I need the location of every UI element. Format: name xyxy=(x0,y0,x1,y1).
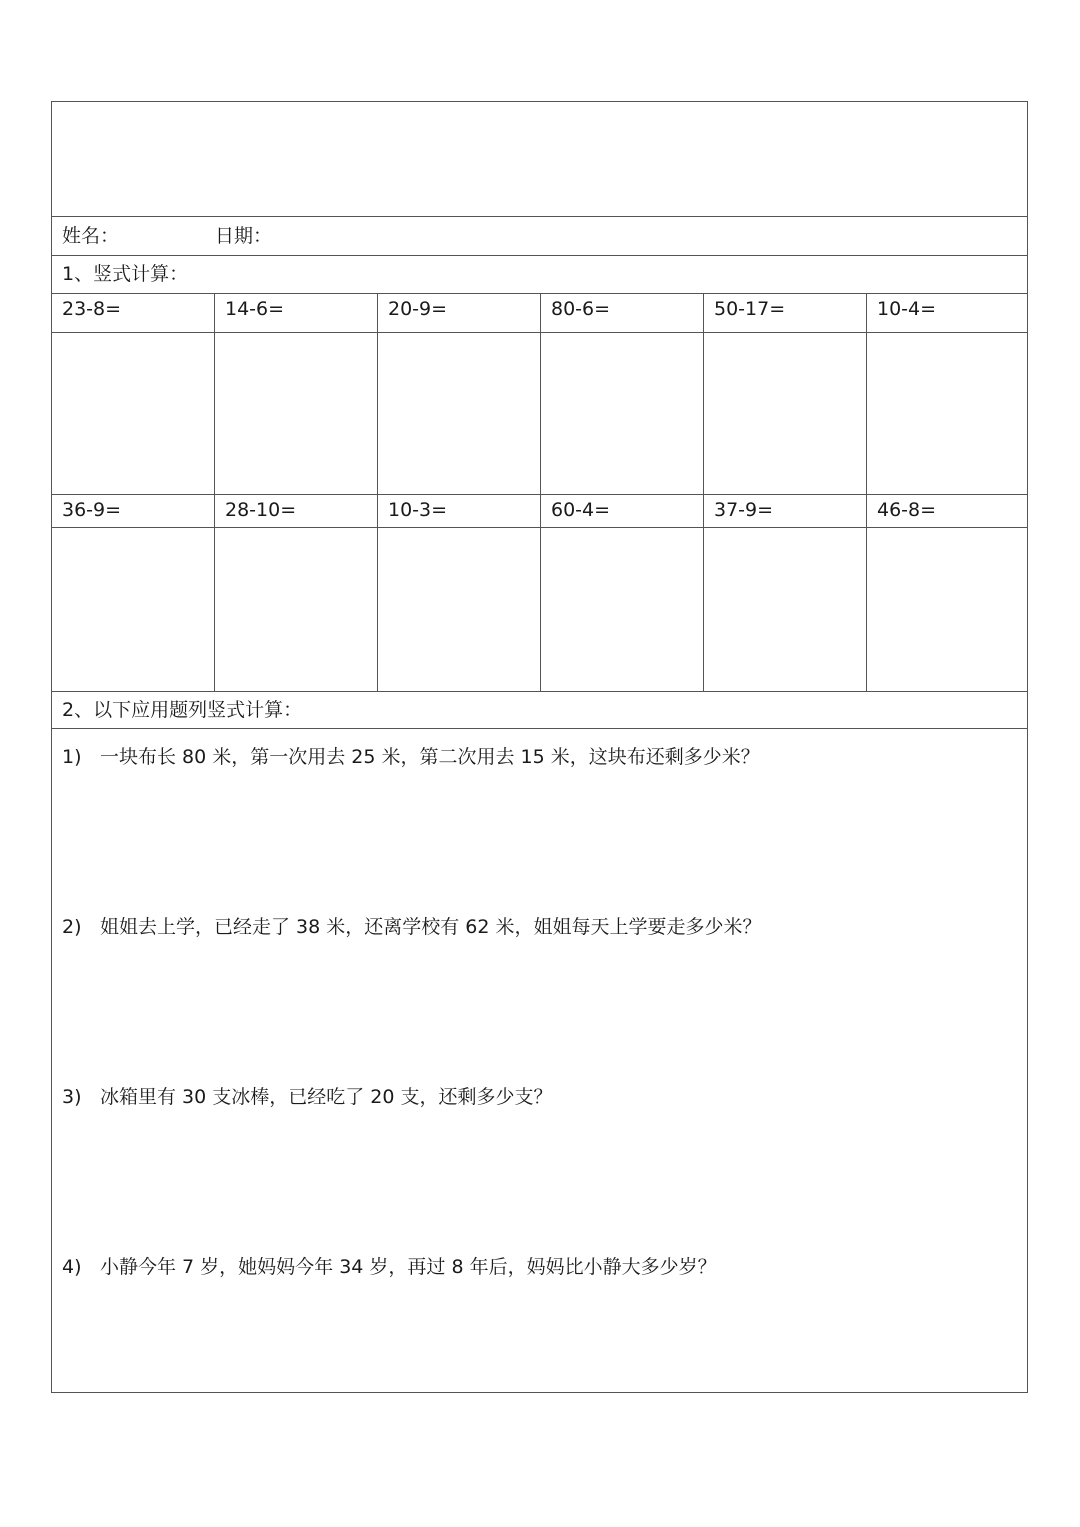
problem-label: 23-8= xyxy=(62,298,122,320)
section1-title: 1、竖式计算： xyxy=(62,263,189,285)
date-label: 日期： xyxy=(215,225,273,247)
problem-label: 14-6= xyxy=(225,298,285,320)
problem-label: 36-9= xyxy=(62,499,122,521)
problem-label: 37-9= xyxy=(714,499,774,521)
problem-label: 20-9= xyxy=(388,298,448,320)
divider xyxy=(703,293,704,691)
question-number: 3) xyxy=(62,1086,82,1108)
problem-label: 80-6= xyxy=(551,298,611,320)
divider xyxy=(214,293,215,691)
name-label: 姓名： xyxy=(62,225,120,247)
question-text: 姐姐去上学，已经走了 38 米，还离学校有 62 米，姐姐每天上学要走多少米？ xyxy=(100,916,762,938)
question-number: 1) xyxy=(62,746,82,768)
problem-label: 46-8= xyxy=(877,499,937,521)
question-text: 冰箱里有 30 支冰棒，已经吃了 20 支，还剩多少支？ xyxy=(100,1086,553,1108)
worksheet xyxy=(51,101,1028,1393)
divider xyxy=(866,293,867,691)
divider xyxy=(52,255,1027,256)
section2-title: 2、以下应用题列竖式计算： xyxy=(62,699,303,721)
question-text: 一块布长 80 米，第一次用去 25 米，第二次用去 15 米，这块布还剩多少米？ xyxy=(100,746,760,768)
divider xyxy=(52,216,1027,217)
problem-label: 10-4= xyxy=(877,298,937,320)
problem-label: 50-17= xyxy=(714,298,786,320)
divider xyxy=(377,293,378,691)
question-number: 2) xyxy=(62,916,82,938)
problem-label: 28-10= xyxy=(225,499,297,521)
question-number: 4) xyxy=(62,1256,82,1278)
divider xyxy=(52,691,1027,692)
divider xyxy=(52,728,1027,729)
divider xyxy=(540,293,541,691)
problem-label: 10-3= xyxy=(388,499,448,521)
problem-label: 60-4= xyxy=(551,499,611,521)
question-text: 小静今年 7 岁，她妈妈今年 34 岁，再过 8 年后，妈妈比小静大多少岁？ xyxy=(100,1256,717,1278)
